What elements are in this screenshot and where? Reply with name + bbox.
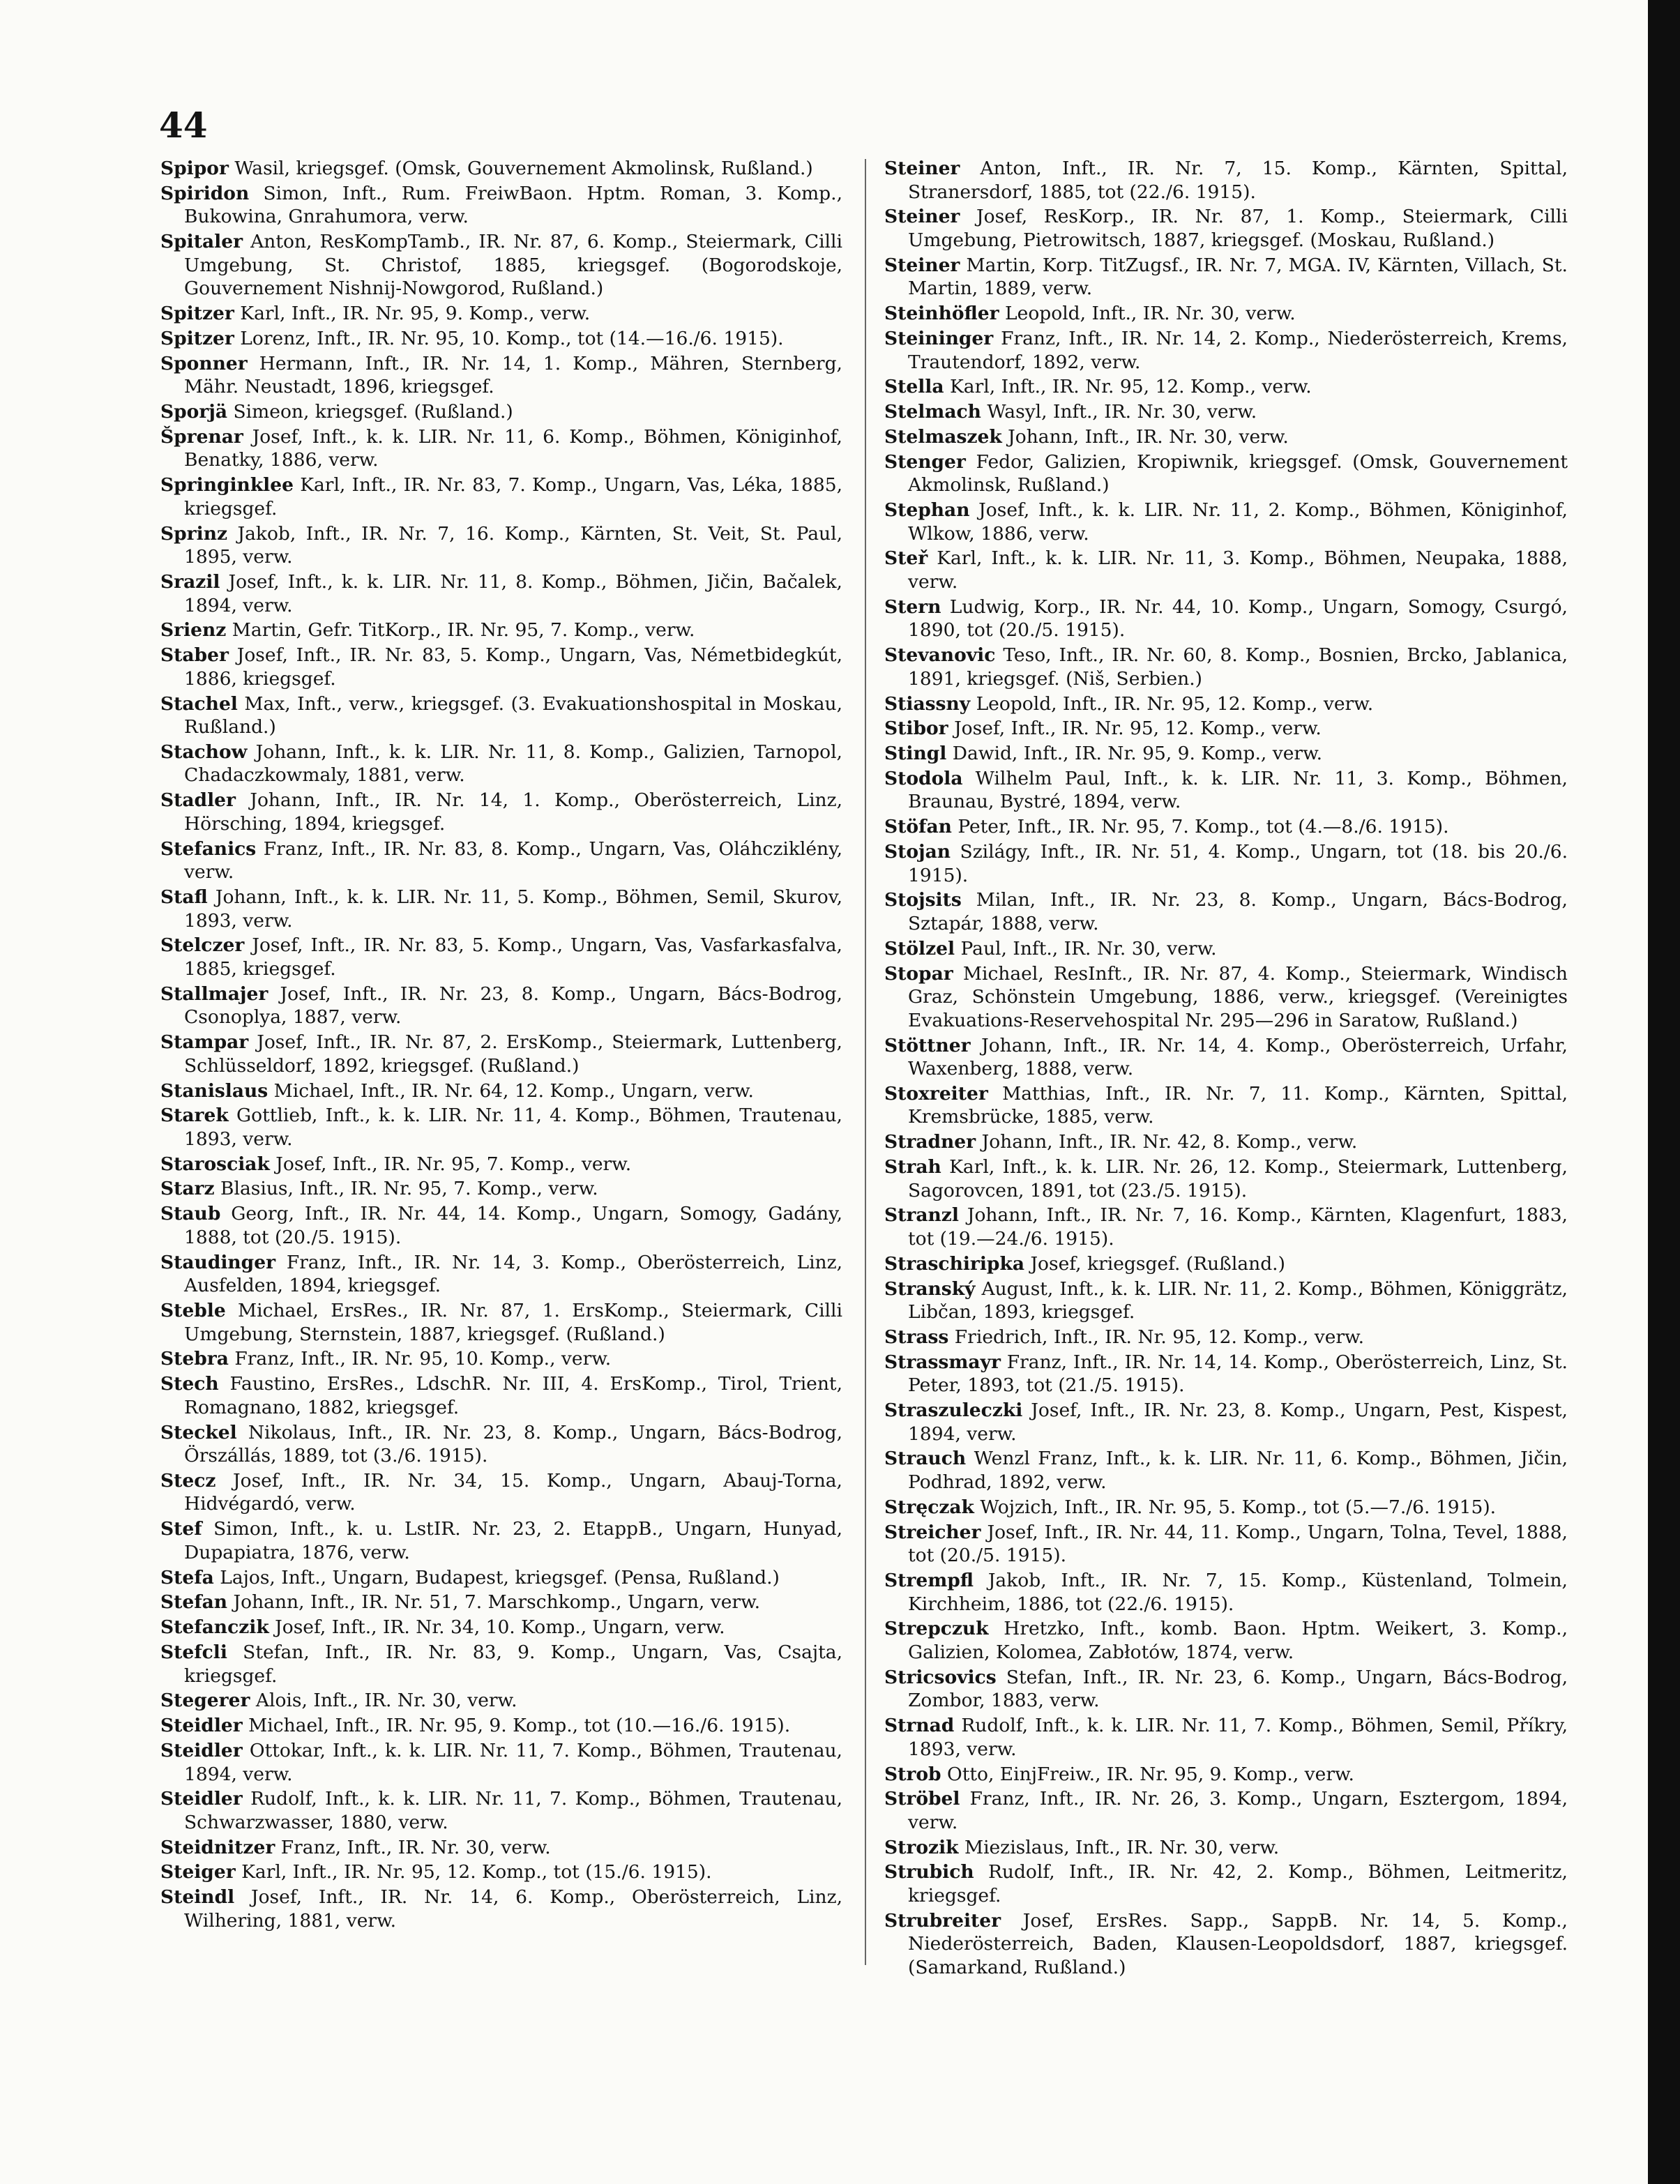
entry-surname: Strepczuk [884, 1618, 989, 1640]
register-entry [160, 570, 842, 617]
register-entry [160, 1469, 842, 1516]
register-entry [884, 962, 1568, 1033]
register-entry [160, 352, 842, 399]
register-entry [884, 547, 1568, 593]
register-entry [884, 937, 1568, 961]
entry-details: Wasil, kriegsgef. (Omsk, Gouvernement Akmolinsk, Rußland.) [234, 158, 813, 179]
entry-surname: Stranzl [884, 1204, 959, 1227]
entry-surname: Stephan [884, 499, 970, 521]
entry-surname: Springinklee [160, 474, 294, 496]
register-entry [884, 1252, 1568, 1276]
entry-surname: Stebra [160, 1348, 229, 1370]
entry-surname: Strubreiter [884, 1909, 1001, 1932]
entry-surname: Stern [884, 596, 941, 618]
entry-details: Michael, Inft., IR. Nr. 95, 9. Komp., tot (10.—16./6. 1915). [248, 1715, 791, 1737]
entry-surname: Staub [160, 1203, 221, 1225]
entry-surname: Spitzer [160, 327, 234, 349]
register-entry [884, 1787, 1568, 1834]
register-entry [884, 1666, 1568, 1713]
register-entry [160, 1202, 842, 1249]
entry-details: Miezislaus, Inft., IR. Nr. 30, verw. [964, 1836, 1280, 1858]
entry-surname: Steble [160, 1299, 226, 1321]
register-entry [160, 1177, 842, 1201]
register-entry [884, 840, 1568, 887]
entry-surname: Stelmach [884, 401, 981, 423]
entry-details: Johann, Inft., IR. Nr. 7, 16. Komp., Kärnten, Klagenfurt, 1883, tot (19.—24./6. 1915). [908, 1204, 1568, 1250]
entry-details: Alois, Inft., IR. Nr. 30, verw. [255, 1690, 517, 1712]
register-entry [160, 1372, 842, 1419]
register-entry [160, 741, 842, 787]
entry-surname: Strempfl [884, 1570, 974, 1591]
register-entry [160, 1299, 842, 1346]
entry-surname: Stelmaszek [884, 425, 1002, 448]
entry-details: Anton, Inft., IR. Nr. 7, 15. Komp., Kärnten, Spittal, Stranersdorf, 1885, tot (22./6. 1915). [908, 158, 1568, 203]
entry-surname: Steiner [884, 158, 960, 179]
entry-details: August, Inft., k. k. LIR. Nr. 11, 2. Komp., Böhmen, Königgrätz, Libčan, 1893, kriegsgef. [908, 1277, 1568, 1324]
register-entry [160, 425, 842, 472]
entry-details: Paul, Inft., IR. Nr. 30, verw. [960, 937, 1217, 960]
entry-surname: Stefanczik [160, 1616, 269, 1639]
entry-details: Karl, Inft., k. k. LIR. Nr. 11, 3. Komp., Böhmen, Neupaka, 1888, verw. [908, 547, 1568, 593]
entry-details: Karl, Inft., IR. Nr. 83, 7. Komp., Ungarn, Vas, Léka, 1885, kriegsgef. [184, 474, 842, 520]
entry-surname: Stibor [884, 718, 948, 740]
entry-surname: Stachel [160, 692, 238, 715]
register-entry [160, 886, 842, 932]
entry-surname: Strnad [884, 1715, 955, 1737]
entry-surname: Stallmajer [160, 983, 268, 1005]
entry-details: Franz, Inft., IR. Nr. 14, 14. Komp., Oberösterreich, Linz, St. Peter, 1893, tot (21./5. 1915). [908, 1351, 1568, 1397]
entry-details: Johann, Inft., IR. Nr. 42, 8. Komp., verw. [981, 1131, 1358, 1153]
entry-details: Hermann, Inft., IR. Nr. 14, 1. Komp., Mähren, Sternberg, Mähr. Neustadt, 1896, kriegsgef. [184, 352, 842, 398]
register-entry [884, 815, 1568, 839]
entry-details: Martin, Korp. TitZugsf., IR. Nr. 7, MGA. IV, Kärnten, Villach, St. Martin, 1889, verw. [908, 254, 1568, 300]
register-entry [160, 473, 842, 520]
register-entry [884, 1714, 1568, 1761]
column-divider [865, 159, 866, 1965]
entry-surname: Strah [884, 1156, 941, 1178]
entry-details: Josef, Inft., IR. Nr. 44, 11. Komp., Ungarn, Tolna, Tevel, 1888, tot (20./5. 1915). [908, 1521, 1568, 1567]
register-entry [160, 1566, 842, 1590]
entry-surname: Stodola [884, 767, 963, 789]
right-column [884, 157, 1568, 1981]
register-entry [884, 1082, 1568, 1129]
register-entry [884, 450, 1568, 497]
entry-surname: Streicher [884, 1521, 981, 1543]
entry-surname: Steininger [884, 327, 994, 349]
entry-surname: Stölzel [884, 937, 955, 960]
entry-details: Josef, Inft., IR. Nr. 95, 7. Komp., verw. [275, 1153, 632, 1175]
entry-surname: Spiridon [160, 182, 250, 204]
entry-details: Josef, Inft., IR. Nr. 34, 10. Komp., Ungarn, verw. [275, 1616, 725, 1639]
entry-surname: Straszuleczki [884, 1400, 1023, 1422]
entry-details: Josef, Inft., k. k. LIR. Nr. 11, 2. Komp., Böhmen, Königinhof, Wlkow, 1886, verw. [908, 499, 1568, 545]
entry-surname: Stech [160, 1373, 219, 1395]
register-entry [884, 425, 1568, 449]
entry-details: Josef, ErsRes. Sapp., SappB. Nr. 14, 5. Komp., Niederösterreich, Baden, Klausen-Leopoldsdorf, 1887, kriegsgef. (Samarkand, Rußland.) [908, 1909, 1568, 1978]
entry-details: Franz, Inft., IR. Nr. 14, 3. Komp., Oberösterreich, Linz, Ausfelden, 1894, kriegsgef. [184, 1251, 842, 1297]
entry-details: Michael, Inft., IR. Nr. 64, 12. Komp., Ungarn, verw. [273, 1079, 754, 1102]
entry-details: Jakob, Inft., IR. Nr. 7, 15. Komp., Küstenland, Tolmein, Kirchheim, 1886, tot (22./6. 1915). [908, 1570, 1568, 1615]
register-entry [160, 1689, 842, 1713]
register-entry [884, 1034, 1568, 1081]
register-entry [160, 1079, 842, 1103]
register-entry [160, 789, 842, 835]
register-entry [884, 375, 1568, 399]
entry-surname: Strubich [884, 1861, 974, 1883]
entry-details: Michael, ResInft., IR. Nr. 87, 4. Komp., Steiermark, Windisch Graz, Schönstein Umgebung, 1886, verw., kriegsgef. (Vereinigtes Evakuations-Reservehospital Nr. 295—296 in Saratow, Rußland.) [908, 962, 1568, 1031]
register-entry [160, 983, 842, 1029]
register-entry [160, 182, 842, 229]
entry-surname: Stingl [884, 743, 947, 765]
entry-details: Wasyl, Inft., IR. Nr. 30, verw. [987, 401, 1257, 423]
entry-surname: Stranský [884, 1277, 976, 1300]
entry-surname: Stręczak [884, 1496, 974, 1518]
register-entry [160, 1836, 842, 1860]
register-entry [884, 1836, 1568, 1860]
entry-details: Lajos, Inft., Ungarn, Budapest, kriegsgef. (Pensa, Rußland.) [220, 1566, 780, 1588]
entry-details: Josef, ResKorp., IR. Nr. 87, 1. Komp., Steiermark, Cilli Umgebung, Pietrowitsch, 1887, kriegsgef. (Moskau, Rußland.) [908, 206, 1568, 251]
entry-surname: Steiger [160, 1861, 236, 1883]
entry-details: Leopold, Inft., IR. Nr. 30, verw. [1005, 303, 1296, 325]
entry-details: Simon, Inft., k. u. LstIR. Nr. 23, 2. EtappB., Ungarn, Hunyad, Dupapiatra, 1876, verw. [184, 1518, 842, 1563]
entry-details: Lorenz, Inft., IR. Nr. 95, 10. Komp., tot (14.—16./6. 1915). [240, 327, 784, 349]
entry-details: Wenzl Franz, Inft., k. k. LIR. Nr. 11, 6. Komp., Böhmen, Jičin, Podhrad, 1892, verw. [908, 1448, 1568, 1494]
entry-surname: Starek [160, 1105, 229, 1127]
entry-surname: Stefcli [160, 1641, 227, 1663]
entry-surname: Steidnitzer [160, 1836, 275, 1858]
entry-details: Josef, Inft., IR. Nr. 95, 12. Komp., verw. [954, 718, 1322, 740]
entry-details: Stefan, Inft., IR. Nr. 83, 9. Komp., Ungarn, Vas, Csajta, kriegsgef. [184, 1641, 842, 1687]
entry-details: Josef, kriegsgef. (Rußland.) [1030, 1252, 1285, 1275]
entry-surname: Spipor [160, 158, 229, 179]
register-entry [884, 327, 1568, 374]
entry-details: Franz, Inft., IR. Nr. 30, verw. [280, 1836, 551, 1858]
entry-surname: Stöfan [884, 816, 952, 838]
entry-surname: Steř [884, 547, 928, 570]
entry-details: Josef, Inft., IR. Nr. 14, 6. Komp., Oberösterreich, Linz, Wilhering, 1881, verw. [184, 1886, 842, 1932]
entry-details: Leopold, Inft., IR. Nr. 95, 12. Komp., verw. [976, 692, 1374, 715]
entry-surname: Stefa [160, 1566, 214, 1588]
entry-details: Johann, Inft., IR. Nr. 30, verw. [1008, 425, 1289, 448]
entry-details: Dawid, Inft., IR. Nr. 95, 9. Komp., verw. [952, 743, 1323, 765]
entry-surname: Stefanics [160, 837, 257, 860]
register-entry [884, 596, 1568, 642]
register-entry [884, 1130, 1568, 1154]
entry-details: Peter, Inft., IR. Nr. 95, 7. Komp., tot (4.—8./6. 1915). [958, 816, 1449, 838]
entry-surname: Stanislaus [160, 1079, 268, 1102]
entry-details: Rudolf, Inft., k. k. LIR. Nr. 11, 7. Komp., Böhmen, Semil, Příkry, 1893, verw. [908, 1715, 1568, 1760]
entry-details: Fedor, Galizien, Kropiwnik, kriegsgef. (Omsk, Gouvernement Akmolinsk, Rußland.) [908, 450, 1568, 496]
entry-surname: Srazil [160, 570, 220, 593]
entry-surname: Steinhöfler [884, 303, 999, 325]
entry-details: Josef, Inft., IR. Nr. 83, 5. Komp., Ungarn, Vas, Németbidegkút, 1886, kriegsgef. [184, 644, 842, 690]
entry-surname: Starz [160, 1178, 215, 1200]
entry-surname: Sporjä [160, 401, 228, 423]
entry-details: Josef, Inft., IR. Nr. 87, 2. ErsKomp., Steiermark, Luttenberg, Schlüsseldorf, 1892, kriegsgef. (Rußland.) [184, 1031, 842, 1077]
register-entry [160, 692, 842, 739]
entry-surname: Stecz [160, 1469, 216, 1492]
register-entry [160, 1153, 842, 1176]
register-entry [884, 742, 1568, 766]
entry-details: Simon, Inft., Rum. FreiwBaon. Hptm. Roman, 3. Komp., Bukowina, Gnrahumora, verw. [184, 182, 842, 228]
entry-details: Karl, Inft., IR. Nr. 95, 9. Komp., verw. [240, 303, 591, 325]
register-entry [884, 205, 1568, 252]
entry-surname: Strassmayr [884, 1351, 1001, 1373]
register-entry [884, 888, 1568, 935]
register-entry [884, 1204, 1568, 1250]
entry-details: Anton, ResKompTamb., IR. Nr. 87, 6. Komp., Steiermark, Cilli Umgebung, St. Christof, 1885, kriegsgef. (Bogorodskoje, Gouvernement Nishnij-Nowgorod, Rußland.) [184, 231, 842, 300]
entry-details: Josef, Inft., IR. Nr. 23, 8. Komp., Ungarn, Bács-Bodrog, Csonoplya, 1887, verw. [184, 983, 842, 1029]
register-entry [884, 400, 1568, 424]
entry-details: Josef, Inft., IR. Nr. 83, 5. Komp., Ungarn, Vas, Vasfarkasfalva, 1885, kriegsgef. [184, 934, 842, 980]
entry-surname: Stef [160, 1518, 202, 1540]
entry-surname: Staber [160, 644, 229, 667]
register-entry [884, 1326, 1568, 1349]
register-entry [884, 1447, 1568, 1494]
register-entry [160, 400, 842, 424]
entry-surname: Šprenar [160, 425, 243, 448]
entry-surname: Stefan [160, 1591, 228, 1614]
register-entry [160, 934, 842, 980]
entry-surname: Sponner [160, 352, 248, 374]
register-entry [160, 1591, 842, 1614]
entry-details: Simeon, kriegsgef. (Rußland.) [233, 401, 513, 423]
left-column [160, 157, 842, 1934]
entry-details: Matthias, Inft., IR. Nr. 7, 11. Komp., Kärnten, Spittal, Kremsbrücke, 1885, verw. [908, 1082, 1568, 1128]
entry-details: Karl, Inft., IR. Nr. 95, 12. Komp., verw. [949, 376, 1312, 398]
register-entry [160, 1860, 842, 1884]
register-entry [884, 644, 1568, 690]
register-entry [884, 692, 1568, 716]
scan-border [1648, 0, 1680, 2184]
entry-details: Josef, Inft., IR. Nr. 23, 8. Komp., Ungarn, Pest, Kispest, 1894, verw. [908, 1400, 1568, 1445]
register-entry [884, 1155, 1568, 1202]
entry-surname: Stricsovics [884, 1666, 997, 1688]
entry-surname: Steiner [884, 254, 960, 276]
entry-surname: Starosciak [160, 1153, 270, 1175]
entry-surname: Steckel [160, 1421, 237, 1443]
entry-details: Josef, Inft., k. k. LIR. Nr. 11, 6. Komp., Böhmen, Königinhof, Benatky, 1886, verw. [184, 425, 842, 471]
register-entry [884, 1351, 1568, 1397]
entry-surname: Stelczer [160, 934, 245, 957]
entry-details: Rudolf, Inft., IR. Nr. 42, 2. Komp., Böhmen, Leitmeritz, kriegsgef. [908, 1861, 1568, 1907]
entry-surname: Stojsits [884, 889, 962, 911]
entry-details: Johann, Inft., IR. Nr. 14, 1. Komp., Oberösterreich, Linz, Hörsching, 1894, kriegsgef. [184, 789, 842, 835]
entry-details: Franz, Inft., IR. Nr. 14, 2. Komp., Niederösterreich, Krems, Trautendorf, 1892, verw. [908, 327, 1568, 373]
register-entry [884, 1521, 1568, 1568]
entry-surname: Stafl [160, 886, 208, 908]
register-entry [160, 1886, 842, 1932]
entry-surname: Ströbel [884, 1788, 960, 1810]
entry-surname: Strozik [884, 1836, 959, 1858]
entry-details: Blasius, Inft., IR. Nr. 95, 7. Komp., verw. [220, 1178, 598, 1200]
register-entry [884, 767, 1568, 814]
entry-details: Friedrich, Inft., IR. Nr. 95, 12. Komp., verw. [954, 1326, 1365, 1348]
register-entry [884, 1909, 1568, 1980]
entry-surname: Steiner [884, 206, 960, 228]
register-entry [884, 499, 1568, 545]
entry-surname: Strauch [884, 1448, 967, 1470]
entry-details: Karl, Inft., k. k. LIR. Nr. 26, 12. Komp., Steiermark, Luttenberg, Sagorovcen, 1891, tot (23./5. 1915). [908, 1156, 1568, 1201]
entry-details: Max, Inft., verw., kriegsgef. (3. Evakuationshospital in Moskau, Rußland.) [184, 692, 842, 738]
entry-details: Johann, Inft., k. k. LIR. Nr. 11, 8. Komp., Galizien, Tarnopol, Chadaczkowmaly, 1881, verw. [184, 741, 842, 787]
entry-details: Johann, Inft., k. k. LIR. Nr. 11, 5. Komp., Böhmen, Semil, Skurov, 1893, verw. [184, 886, 842, 932]
entry-details: Ottokar, Inft., k. k. LIR. Nr. 11, 7. Komp., Böhmen, Trautenau, 1894, verw. [184, 1739, 842, 1785]
entry-details: Hretzko, Inft., komb. Baon. Hptm. Weikert, 3. Komp., Galizien, Kolomea, Zabłotów, 1874, verw. [908, 1618, 1568, 1663]
entry-surname: Steindl [160, 1886, 235, 1909]
register-entry [884, 1399, 1568, 1446]
entry-surname: Stopar [884, 962, 953, 985]
register-entry [884, 1860, 1568, 1907]
register-entry [884, 302, 1568, 326]
entry-surname: Stöttner [884, 1034, 971, 1056]
register-entry [884, 1496, 1568, 1519]
entry-surname: Strass [884, 1326, 949, 1348]
register-entry [160, 1031, 842, 1077]
entry-surname: Steidler [160, 1788, 243, 1810]
entry-details: Michael, ErsRes., IR. Nr. 87, 1. ErsKomp., Steiermark, Cilli Umgebung, Sternstein, 1887, kriegsgef. (Rußland.) [184, 1299, 842, 1345]
entry-surname: Steidler [160, 1715, 243, 1737]
entry-surname: Stojan [884, 841, 951, 863]
register-entry [160, 1517, 842, 1564]
entry-details: Johann, Inft., IR. Nr. 14, 4. Komp., Oberösterreich, Urfahr, Waxenberg, 1888, verw. [908, 1034, 1568, 1080]
entry-surname: Stachow [160, 741, 248, 763]
entry-details: Wojzich, Inft., IR. Nr. 95, 5. Komp., tot (5.—7./6. 1915). [980, 1496, 1497, 1518]
register-entry [884, 1617, 1568, 1664]
register-entry [884, 1569, 1568, 1616]
entry-details: Otto, EinjFreiw., IR. Nr. 95, 9. Komp., verw. [946, 1763, 1354, 1785]
entry-details: Teso, Inft., IR. Nr. 60, 8. Komp., Bosnien, Brcko, Jablanica, 1891, kriegsgef. (Niš, Serbien.) [908, 644, 1568, 690]
register-entry [884, 254, 1568, 301]
register-entry [884, 717, 1568, 741]
entry-surname: Stadler [160, 789, 236, 812]
entry-details: Martin, Gefr. TitKorp., IR. Nr. 95, 7. Komp., verw. [232, 619, 695, 642]
register-entry [160, 619, 842, 642]
page-number: 44 [159, 105, 208, 146]
register-entry [160, 1421, 842, 1468]
entry-surname: Stampar [160, 1031, 249, 1054]
entry-surname: Stiassny [884, 692, 971, 715]
entry-surname: Stradner [884, 1131, 976, 1153]
register-entry [884, 1763, 1568, 1787]
register-entry [160, 644, 842, 690]
entry-details: Wilhelm Paul, Inft., k. k. LIR. Nr. 11, 3. Komp., Böhmen, Braunau, Bystré, 1894, verw. [908, 767, 1568, 813]
register-entry [160, 327, 842, 351]
entry-details: Milan, Inft., IR. Nr. 23, 8. Komp., Ungarn, Bács-Bodrog, Sztapár, 1888, verw. [908, 889, 1568, 934]
entry-surname: Sprinz [160, 522, 228, 545]
entry-surname: Stella [884, 376, 944, 398]
entry-details: Stefan, Inft., IR. Nr. 23, 6. Komp., Ungarn, Bács-Bodrog, Zombor, 1883, verw. [908, 1666, 1568, 1712]
register-entry [160, 1714, 842, 1738]
entry-details: Georg, Inft., IR. Nr. 44, 14. Komp., Ungarn, Somogy, Gadány, 1888, tot (20./5. 1915). [184, 1203, 842, 1248]
register-entry [884, 157, 1568, 204]
entry-surname: Strob [884, 1763, 941, 1785]
entry-details: Karl, Inft., IR. Nr. 95, 12. Komp., tot (15./6. 1915). [241, 1861, 712, 1883]
entry-details: Franz, Inft., IR. Nr. 83, 8. Komp., Ungarn, Vas, Oláhcziklény, verw. [184, 837, 842, 884]
entry-details: Jakob, Inft., IR. Nr. 7, 16. Komp., Kärnten, St. Veit, St. Paul, 1895, verw. [184, 522, 842, 568]
register-entry [160, 230, 842, 301]
entry-details: Rudolf, Inft., k. k. LIR. Nr. 11, 7. Komp., Böhmen, Trautenau, Schwarzwasser, 1880, verw. [184, 1788, 842, 1833]
register-entry [160, 1104, 842, 1151]
entry-details: Johann, Inft., IR. Nr. 51, 7. Marschkomp., Ungarn, verw. [233, 1591, 761, 1614]
entry-surname: Straschiripka [884, 1252, 1024, 1275]
entry-surname: Srienz [160, 619, 227, 642]
register-entry [160, 1347, 842, 1371]
entry-details: Gottlieb, Inft., k. k. LIR. Nr. 11, 4. Komp., Böhmen, Trautenau, 1893, verw. [184, 1105, 842, 1150]
entry-surname: Spitaler [160, 231, 243, 253]
entry-surname: Spitzer [160, 303, 234, 325]
register-entry [160, 1616, 842, 1639]
entry-surname: Steidler [160, 1739, 243, 1761]
entry-surname: Stenger [884, 450, 966, 473]
entry-details: Ludwig, Korp., IR. Nr. 44, 10. Komp., Ungarn, Somogy, Csurgó, 1890, tot (20./5. 1915). [908, 596, 1568, 642]
register-entry [160, 837, 842, 884]
entry-details: Franz, Inft., IR. Nr. 95, 10. Komp., verw. [234, 1348, 612, 1370]
entry-surname: Staudinger [160, 1251, 276, 1273]
register-entry [160, 1787, 842, 1834]
entry-details: Nikolaus, Inft., IR. Nr. 23, 8. Komp., Ungarn, Bács-Bodrog, Örszállás, 1889, tot (3./6. 1915). [184, 1421, 842, 1467]
entry-surname: Stoxreiter [884, 1082, 988, 1105]
entry-details: Franz, Inft., IR. Nr. 26, 3. Komp., Ungarn, Esztergom, 1894, verw. [908, 1788, 1568, 1833]
register-entry [884, 1277, 1568, 1324]
entry-details: Josef, Inft., k. k. LIR. Nr. 11, 8. Komp., Böhmen, Jičin, Bačalek, 1894, verw. [184, 570, 842, 616]
entry-surname: Stegerer [160, 1690, 250, 1712]
entry-surname: Stevanovic [884, 644, 996, 667]
register-entry [160, 1641, 842, 1688]
register-entry [160, 157, 842, 181]
register-entry [160, 1739, 842, 1786]
register-entry [160, 522, 842, 569]
entry-details: Szilágy, Inft., IR. Nr. 51, 4. Komp., Ungarn, tot (18. bis 20./6. 1915). [908, 841, 1568, 886]
entry-details: Josef, Inft., IR. Nr. 34, 15. Komp., Ungarn, Abauj-Torna, Hidvégardó, verw. [184, 1469, 842, 1515]
register-entry [160, 1251, 842, 1298]
register-entry [160, 302, 842, 326]
entry-details: Faustino, ErsRes., LdschR. Nr. III, 4. ErsKomp., Tirol, Trient, Romagnano, 1882, kriegsgef. [184, 1373, 842, 1418]
